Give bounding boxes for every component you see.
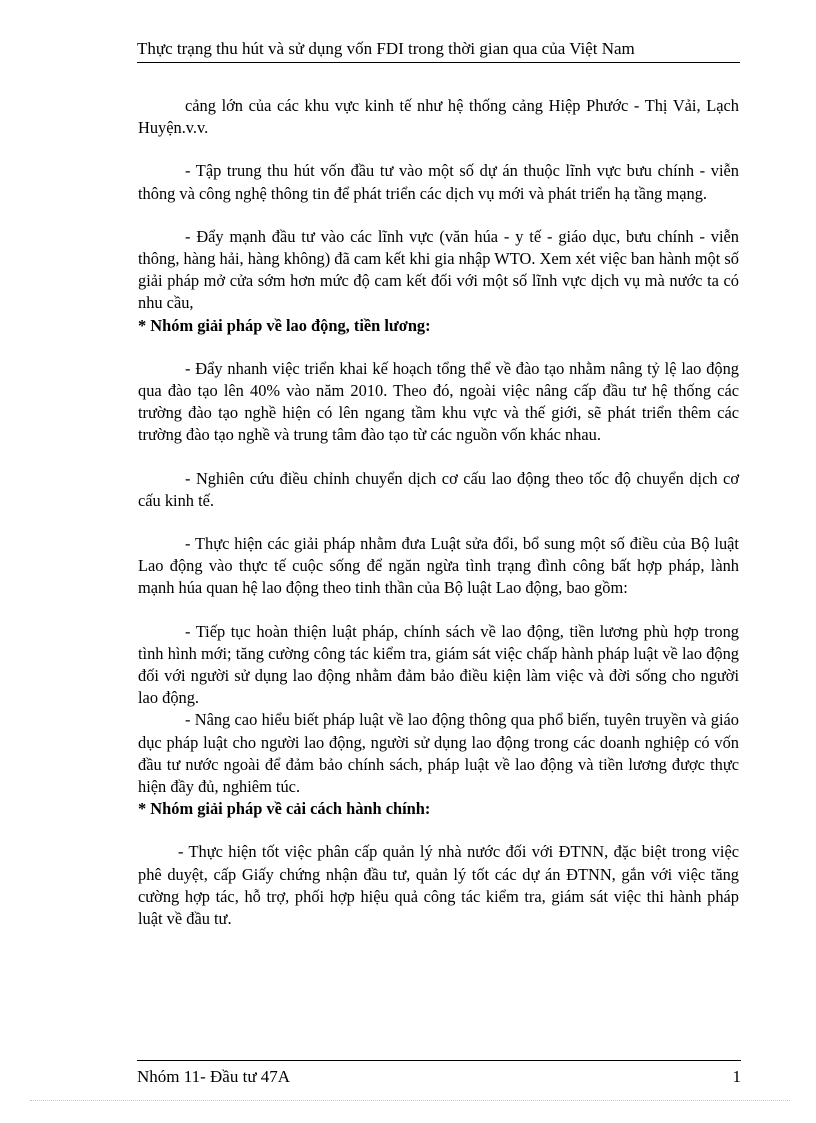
section-heading-admin: * Nhóm giải pháp về cải cách hành chính:	[138, 799, 431, 819]
paragraph-training: - Đẩy nhanh việc triển khai kế hoạch tổng thể về đào tạo nhằm nâng tỷ lệ lao động qua đào tạo lên 40% vào năm 2010. Theo đó, ngoài việc nâng cấp đầu tư hệ thống các trường đào tạo nghề hiện có lên ngang tầm khu vực và thế giới, sẽ phát triển thêm các trường đào tạo nghề và trung tâm đào tạo từ các nguồn vốn khác nhau.	[138, 358, 739, 445]
paragraph-labor-law: - Thực hiện các giải pháp nhằm đưa Luật sửa đổi, bổ sung một số điều của Bộ luật Lao động vào thực tế cuộc sống để ngăn ngừa tình trạng đình công bất hợp pháp, lành mạnh húa quan hệ lao động theo tinh thần của Bộ luật Lao động, bao gồm:	[138, 534, 739, 598]
paragraph-wto: - Đẩy mạnh đầu tư vào các lĩnh vực (văn húa - y tế - giáo dục, bưu chính - viễn thông, hàng hải, hàng không) đã cam kết khi gia nhập WTO. Xem xét việc ban hành một số giải pháp mở cửa sớm hơn mức độ cam kết đối với một số lĩnh vực dịch vụ mà nước ta có nhu cầu,	[138, 226, 739, 313]
footer-group-label: Nhóm 11- Đầu tư 47A	[137, 1067, 291, 1086]
paragraph-decentralization: - Thực hiện tốt việc phân cấp quản lý nhà nước đối với ĐTNN, đặc biệt trong việc phê duyệt, cấp Giấy chứng nhận đầu tư, quản lý tốt các dự án ĐTNN, gắn với việc tăng cường hợp tác, hỗ trợ, phối hợp hiệu quả công tác kiểm tra, giám sát việc thi hành pháp luật về đầu tư.	[138, 842, 739, 929]
paragraph-policy: - Tiếp tục hoàn thiện luật pháp, chính sách về lao động, tiền lương phù hợp trong tình hình mới; tăng cường công tác kiểm tra, giám sát việc chấp hành pháp luật về lao động đối với người sử dụng lao động nhằm đảm bảo điều kiện làm việc và đời sống cho người lao động.	[138, 621, 739, 708]
section-heading-labor: * Nhóm giải pháp về lao động, tiền lương:	[138, 315, 431, 335]
page-number: 1	[732, 1067, 741, 1086]
paragraph-telecom: - Tập trung thu hút vốn đầu tư vào một số dự án thuộc lĩnh vực bưu chính - viễn thông và công nghệ thông tin để phát triển các dịch vụ mới và phát triển hạ tầng mạng.	[138, 161, 739, 203]
document-body	[138, 95, 739, 930]
paragraph-awareness: - Nâng cao hiểu biết pháp luật về lao động thông qua phổ biến, tuyên truyền và giáo dục pháp luật cho người lao động, người sử dụng lao động trong các doanh nghiệp có vốn đầu tư nước ngoài để đảm bảo chính sách, pháp luật về lao động và tiền lương được thực hiện đầy đủ, nghiêm túc.	[138, 710, 739, 797]
footer-divider	[137, 1060, 741, 1061]
paragraph-labor-structure: - Nghiên cứu điều chỉnh chuyển dịch cơ cấu lao động theo tốc độ chuyển dịch cơ cấu kinh tế.	[138, 468, 739, 510]
page-bottom-dotted-line	[30, 1100, 790, 1101]
paragraph-continued: cảng lớn của các khu vực kinh tế như hệ thống cảng Hiệp Phước - Thị Vải, Lạch Huyện.v.v.	[138, 96, 739, 138]
running-header: Thực trạng thu hút và sử dụng vốn FDI trong thời gian qua của Việt Nam	[137, 38, 740, 63]
